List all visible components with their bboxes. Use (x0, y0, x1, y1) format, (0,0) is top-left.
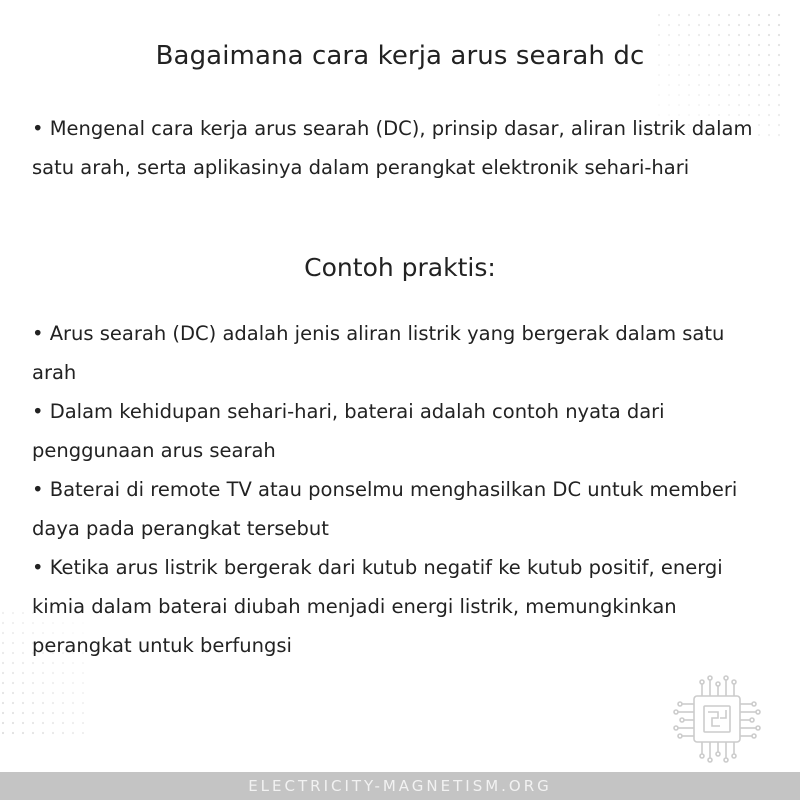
list-item: • Arus searah (DC) adalah jenis aliran listrik yang bergerak dalam satu arah (32, 322, 725, 384)
list-item: • Dalam kehidupan sehari-hari, baterai adalah contoh nyata dari penggunaan arus searah (32, 400, 665, 462)
site-footer: ELECTRICITY-MAGNETISM.ORG (0, 772, 800, 800)
chip-icon (672, 674, 762, 764)
section-heading: Contoh praktis: (304, 253, 496, 282)
list-item: • Baterai di remote TV atau ponselmu menghasilkan DC untuk memberi daya pada perangkat tersebut (32, 478, 738, 540)
intro-paragraph: • Mengenal cara kerja arus searah (DC), prinsip dasar, aliran listrik dalam satu arah, serta aplikasinya dalam perangkat elektronik sehari-hari (32, 117, 753, 179)
list-item: • Ketika arus listrik bergerak dari kutub negatif ke kutub positif, energi kimia dalam baterai diubah menjadi energi listrik, memungkinkan perangkat untuk berfungsi (32, 556, 723, 657)
example-list (32, 314, 767, 665)
page-title: Bagaimana cara kerja arus searah dc (155, 41, 645, 71)
